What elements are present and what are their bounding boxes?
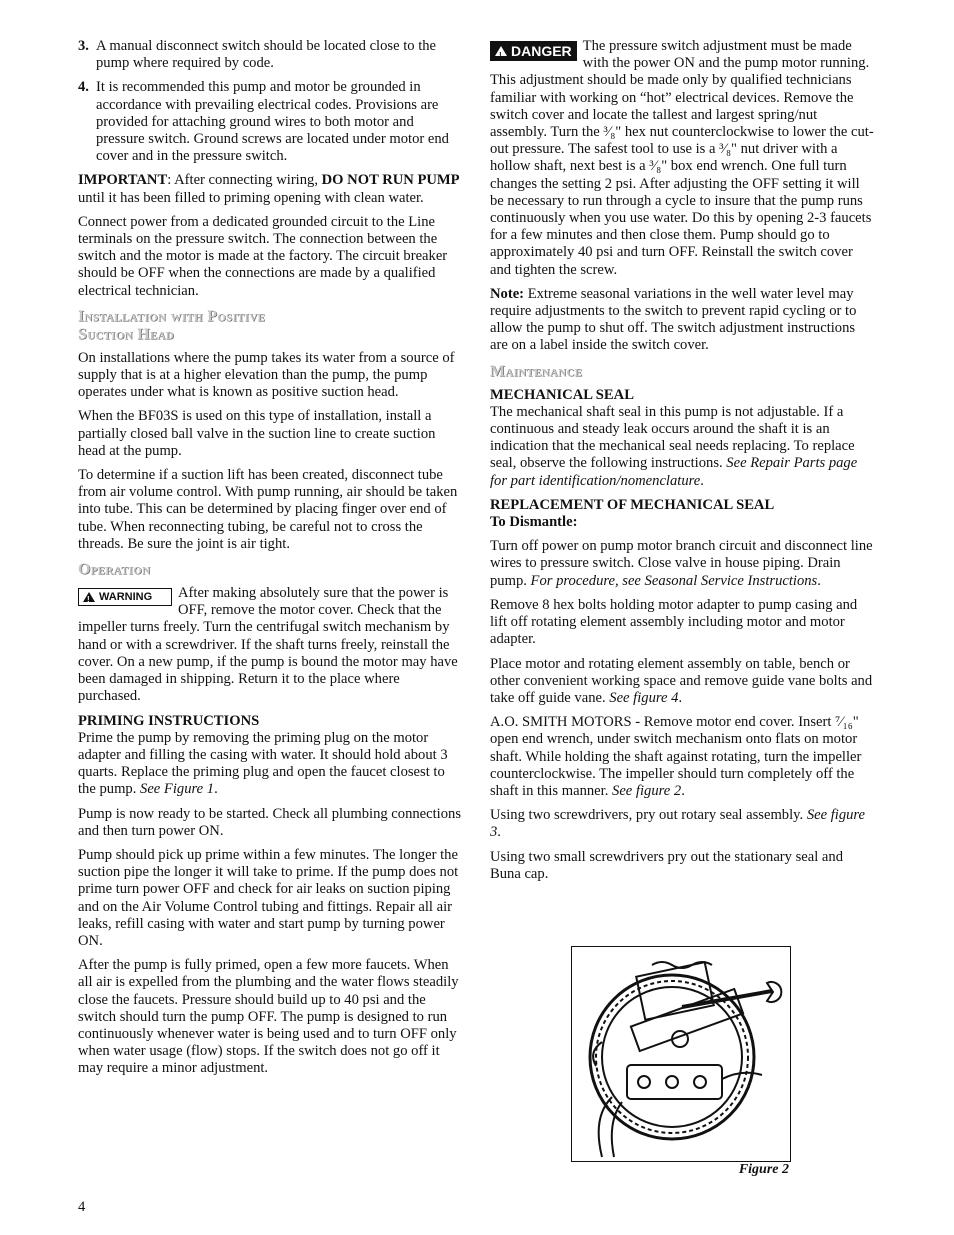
punctuation: . bbox=[700, 472, 704, 489]
figure-reference: See Figure 1 bbox=[140, 781, 215, 798]
important-text-a: : After connecting wiring, bbox=[167, 172, 322, 189]
right-column bbox=[490, 38, 876, 890]
dismantle-text: Place motor and rotating element assembly on table, bench or other convenient working space and remove guide vane bolts and take off guide vane. bbox=[490, 655, 873, 706]
figure-caption: Figure 2 bbox=[738, 1162, 789, 1177]
list-item-4 bbox=[78, 79, 462, 165]
repair-parts-reference: See Repair Parts page for part identification/nomenclature bbox=[490, 455, 858, 489]
page-number: 4 bbox=[78, 1199, 86, 1215]
punctuation: . bbox=[214, 781, 218, 798]
figure-reference: See figure 3 bbox=[490, 807, 866, 841]
dismantle-paragraph-3 bbox=[490, 656, 876, 708]
danger-badge bbox=[490, 41, 577, 61]
operation-text: After making absolutely sure that the power is OFF, remove the motor cover. Check that the impeller turns freely. Turn the centrifugal switch mechanism by hand or with a screwdriver. If the shaft turns freely, reinstall the cover. On a new pump, if the pump is bound the motor may have been damaged in shipping. Return it to the place where purchased. bbox=[78, 585, 458, 705]
replacement-heading: REPLACEMENT OF MECHANICAL SEAL bbox=[490, 496, 775, 513]
mechanical-seal-heading: MECHANICAL SEAL bbox=[490, 386, 634, 403]
punctuation: . bbox=[678, 689, 683, 706]
warning-icon: ! bbox=[83, 592, 95, 602]
dismantle-text: Turn off power on pump motor branch circuit and disconnect line wires to pressure switch. Close valve in house piping. Drain pump. bbox=[490, 538, 873, 589]
punctuation: . bbox=[497, 824, 501, 841]
figure-reference: See figure 2 bbox=[612, 782, 682, 799]
priming-paragraph-2: Pump is now ready to be started. Check all plumbing connections and then turn power ON. bbox=[78, 805, 462, 839]
important-paragraph bbox=[78, 172, 462, 206]
priming-paragraph-4: After the pump is fully primed, open a few more faucets. When all air is expelled from the plumbing and the water flows steadily close the faucets. Pressure should build up to 40 psi and the switch should turn the pump OFF. The pump is designed to run continuously whenever water is being used and to turn OFF only when water usage (flow) stops. If the switch does not go off it may require a minor adjustment. bbox=[78, 957, 459, 1077]
dismantle-paragraph-1 bbox=[490, 538, 876, 590]
list-text: It is recommended this pump and motor be grounded in accordance with prevailing electrical codes. Provisions are provided for attaching ground wires to both motor and pressure switch. Ground screws are located under motor end cover and in the pressure switch. bbox=[96, 79, 449, 165]
list-number: 4. bbox=[78, 79, 89, 96]
operation-paragraph bbox=[78, 585, 462, 705]
heading-operation: Operation bbox=[78, 561, 151, 579]
priming-paragraph-1 bbox=[78, 730, 462, 799]
dismantle-paragraph-2: Remove 8 hex bolts holding motor adapter to pump casing and lift off rotating element assembly including motor and motor adapter. bbox=[490, 596, 858, 648]
note-paragraph bbox=[490, 286, 876, 355]
heading-line-2: Suction Head bbox=[78, 325, 175, 343]
dismantle-text: A.O. SMITH MOTORS - Remove motor end cover. Insert ⁷⁄₁₆" open end wrench, under switch mechanism onto flats on motor shaft. While holding the shaft against rotating, turn the impeller counterclockwise. The impeller should turn completely off the shaft in this manner. bbox=[490, 714, 862, 799]
heading-line-1: Installation with Positive bbox=[78, 307, 266, 325]
warning-badge bbox=[78, 588, 172, 606]
important-label: IMPORTANT bbox=[78, 172, 168, 189]
danger-text: The pressure switch adjustment must be made with the power ON and the pump motor running. This adjustment should be made only by qualified technicians familiar with working on “hot” electrical devices. Remove the switch cover and locate the tallest and largest spring/nut assembly. Turn the ³⁄₈" hex nut counterclockwise to lower the cut-out pressure. The safest tool to use is a ³⁄₈" nut driver with a hollow shaft, next best is a ³⁄₈" box end wrench. One full turn changes the setting 2 psi. After adjusting the OFF setting it will be necessary to run through a cycle to insure that the pump runs continuously when you use water. Do this by opening 2-3 faucets for a few minutes and then close them. Pump should go to approximately 40 psi and turn OFF. Reinstall the switch cover and tighten the screw. bbox=[490, 38, 874, 278]
priming-heading: PRIMING INSTRUCTIONS bbox=[78, 712, 260, 729]
important-text-b: until it has been filled to priming opening with clean water. bbox=[78, 189, 424, 206]
left-column bbox=[78, 38, 462, 1085]
note-label: Note: bbox=[490, 285, 525, 302]
dismantle-paragraph-5 bbox=[490, 807, 876, 841]
figure-2-motor-illustration bbox=[571, 946, 791, 1162]
heading-installation bbox=[78, 308, 462, 344]
procedure-reference: For procedure, see Seasonal Service Instructions bbox=[530, 572, 818, 589]
important-bold: DO NOT RUN PUMP bbox=[321, 172, 460, 189]
punctuation: . bbox=[817, 572, 821, 589]
priming-text: Prime the pump by removing the priming plug on the motor adapter and filling the casing with water. It should hold about 3 quarts. Replace the priming plug and open the faucet closest to the pump. bbox=[78, 729, 448, 798]
dismantle-paragraph-6: Using two small screwdrivers pry out the stationary seal and Buna cap. bbox=[490, 848, 844, 882]
dismantle-text: Using two screwdrivers, pry out rotary seal assembly. bbox=[490, 807, 807, 824]
connect-power-paragraph: Connect power from a dedicated grounded circuit to the Line terminals on the pressure switch. The connection between the switch and the motor is made at the factory. The circuit breaker should be OFF when the connections are made by a qualified electrical technician. bbox=[78, 213, 448, 299]
mechanical-seal-text: The mechanical shaft seal in this pump is not adjustable. If a continuous and steady leak occurs around the shaft it is an indication that the mechanical seal needs replacing. To replace seal, observe the following instructions. bbox=[490, 403, 855, 472]
install-paragraph-1: On installations where the pump takes its water from a source of supply that is at a higher elevation than the pump, the pump operates under what is known as positive suction head. bbox=[78, 349, 455, 401]
danger-paragraph bbox=[490, 38, 876, 279]
list-number: 3. bbox=[78, 38, 89, 54]
dismantle-paragraph-4 bbox=[490, 714, 876, 800]
list-item-3 bbox=[78, 38, 462, 72]
priming-paragraph-3: Pump should pick up prime within a few minutes. The longer the suction pipe the longer it will take to prime. If the pump does not prime turn power OFF and check for air leaks on suction piping and on the Air Volume Control tubing and fittings. Repair all air leaks, refill casing with water and start pump by turning power ON. bbox=[78, 846, 459, 949]
figure-reference: See figure 4 bbox=[609, 689, 679, 706]
motor-wrench-drawing bbox=[572, 947, 790, 1161]
punctuation: . bbox=[681, 782, 685, 799]
install-paragraph-3: To determine if a suction lift has been created, disconnect tube from air volume control. With pump running, air should be taken into tube. This can be determined by placing finger over end of tube. When reconnecting tubing, be careful not to cross the threads. Be sure the joint is air tight. bbox=[78, 467, 458, 552]
heading-maintenance: Maintenance bbox=[490, 362, 583, 380]
danger-icon: ! bbox=[495, 46, 507, 56]
note-text: Extreme seasonal variations in the well water level may require adjustments to the switch to prevent rapid cycling or to allow the pump to shut off. The switch adjustment instructions are on a label inside the switch cover. bbox=[490, 285, 857, 354]
list-text: A manual disconnect switch should be located close to the pump where required by code. bbox=[96, 38, 437, 72]
warning-label: WARNING bbox=[99, 591, 153, 604]
danger-label: DANGER bbox=[511, 43, 572, 59]
install-paragraph-2: When the BF03S is used on this type of installation, install a partially closed ball valve in the suction line to create suction head at the pump. bbox=[78, 408, 436, 459]
dismantle-heading: To Dismantle: bbox=[490, 514, 578, 531]
mechanical-seal-paragraph bbox=[490, 404, 876, 490]
